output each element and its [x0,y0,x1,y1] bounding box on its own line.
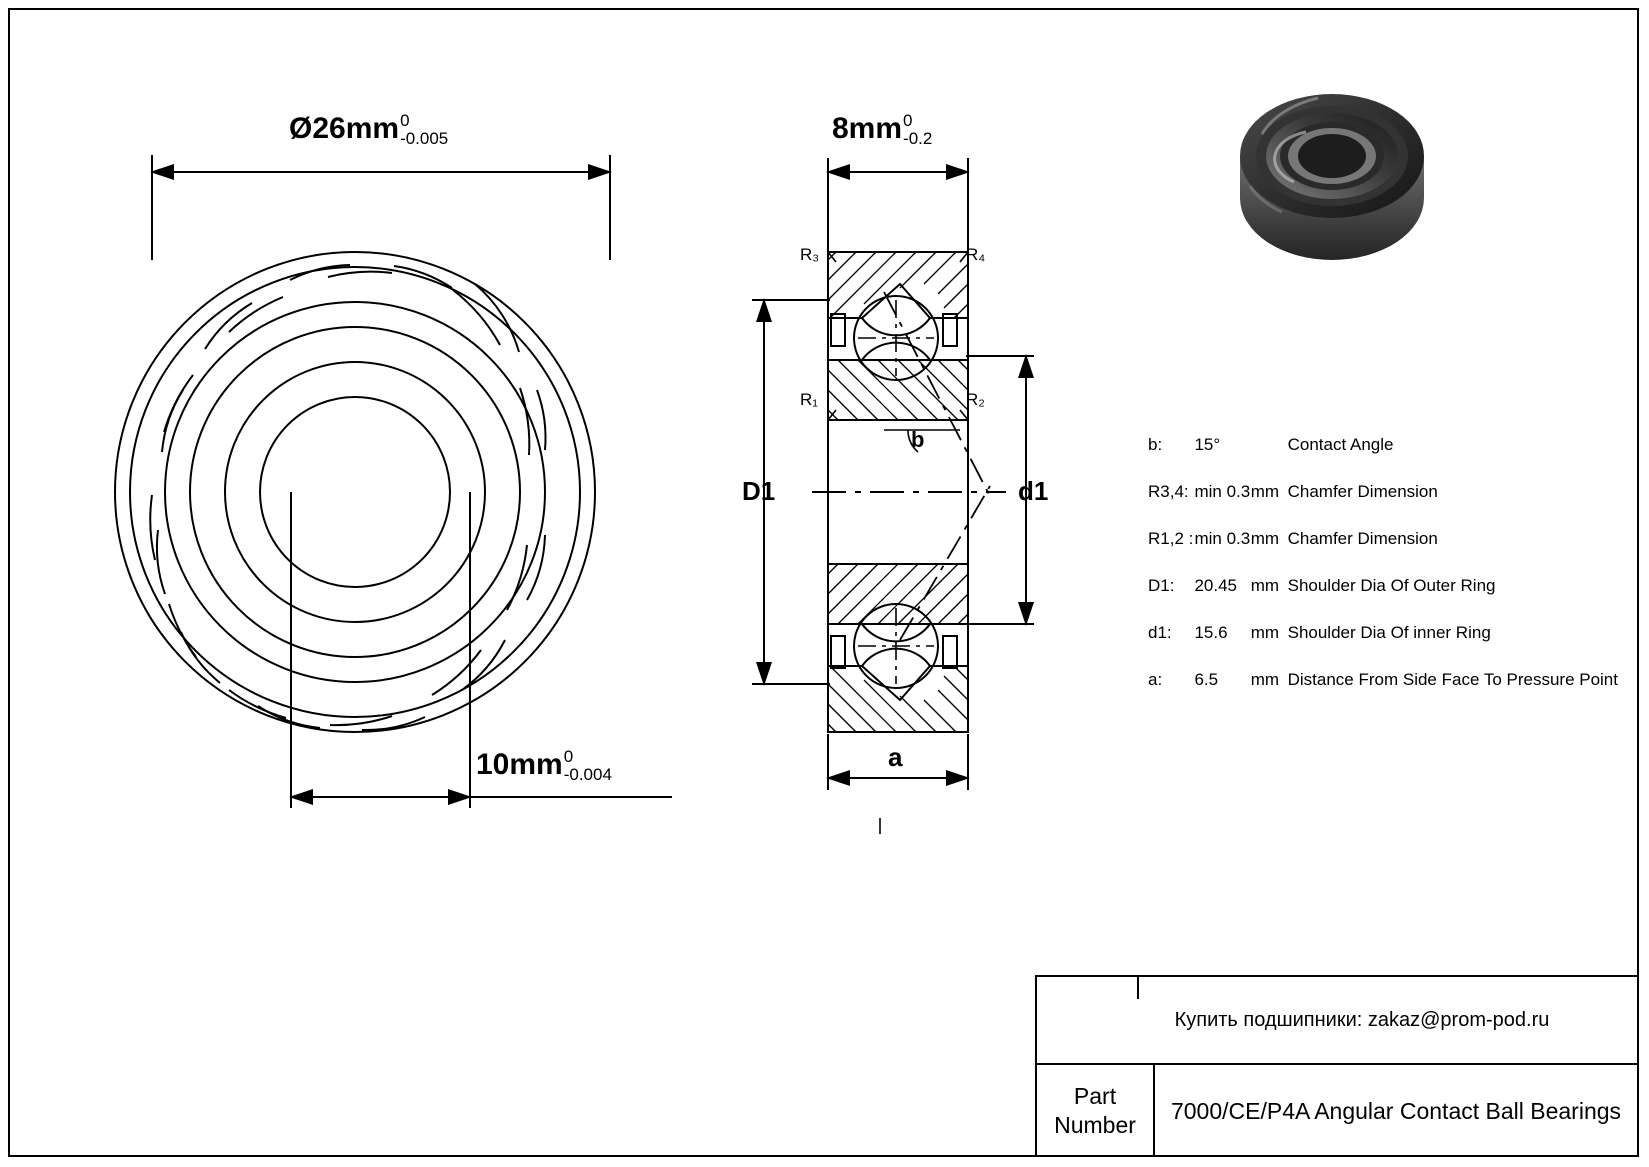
specification-table [1148,435,1618,717]
spec-symbol: D1: [1148,576,1175,595]
title-block [1035,975,1639,1157]
spec-description: Contact Angle [1287,435,1394,454]
label-R1: R₁ [800,390,819,409]
table-row [1148,623,1618,670]
spec-description: Shoulder Dia Of Outer Ring [1287,576,1496,595]
label-b: b [911,427,925,452]
spec-value: min 0.3 [1194,482,1251,501]
part-label-line2: Number [1054,1112,1136,1138]
label-R2: R₂ [966,390,985,409]
spec-unit [1251,435,1288,482]
spec-unit: mm [1250,670,1280,689]
part-number-value: 7000/CE/P4A Angular Contact Ball Bearings [1170,1097,1622,1124]
table-row [1148,670,1618,717]
table-row [1148,435,1618,482]
dimension-outer-diameter-text: Ø26mm 0 -0.005 [289,111,449,149]
spec-value: 15.6 [1194,623,1228,642]
dimension-bore-text: 10mm 0 -0.004 [476,747,612,785]
dimension-width-text: 8mm 0 -0.2 [832,111,933,149]
spec-value: 6.5 [1194,670,1219,689]
spec-unit: mm [1250,529,1280,548]
spec-unit: mm [1250,482,1280,501]
title-block-part-row [1037,1065,1637,1157]
label-d1: d1 [1018,476,1049,506]
table-row [1148,529,1618,576]
label-R4: R₄ [966,245,986,264]
title-block-divider-tick [1137,977,1139,999]
spec-value: 15° [1194,435,1221,454]
label-R3: R₃ [800,245,820,264]
label-a: a [888,742,903,772]
spec-symbol: R1,2 : [1148,529,1194,548]
spec-symbol: R3,4: [1148,482,1189,501]
part-number-label [1037,1065,1155,1157]
table-row [1148,482,1618,529]
spec-description: Chamfer Dimension [1287,482,1438,501]
spec-unit: mm [1250,623,1280,642]
spec-description: Chamfer Dimension [1287,529,1438,548]
spec-symbol: d1: [1148,623,1172,642]
bearing-3d-render [1222,70,1442,300]
spec-symbol: a: [1148,670,1163,689]
contact-text: Купить подшипники: zakaz@prom-pod.ru [1174,1008,1550,1031]
title-block-contact-row [1037,977,1637,1065]
spec-symbol: b: [1148,435,1163,454]
label-D1: D1 [742,476,776,506]
spec-value: 20.45 [1194,576,1237,595]
spec-description: Shoulder Dia Of inner Ring [1287,623,1491,642]
part-label-line1: Part [1073,1083,1117,1110]
spec-value: min 0.3 [1194,529,1251,548]
spec-unit: mm [1250,576,1280,595]
table-row [1148,576,1618,623]
spec-description: Distance From Side Face To Pressure Point [1287,670,1618,689]
